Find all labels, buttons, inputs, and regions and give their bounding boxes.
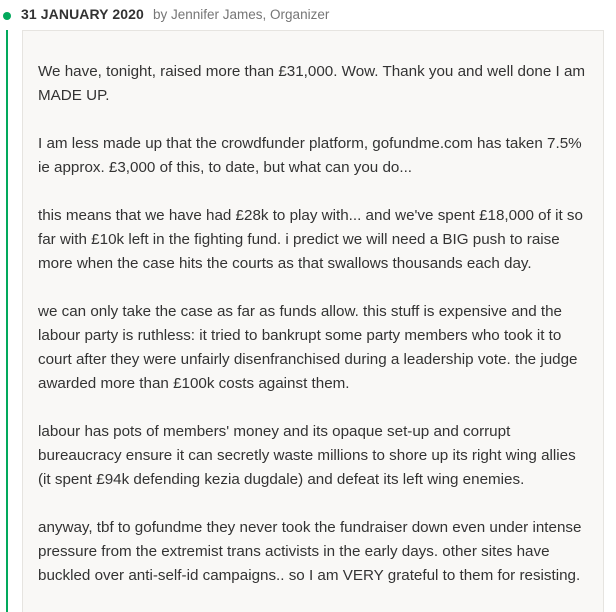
update-paragraph: anyway, tbf to gofundme they never took the fundraiser down even under intense pressure from the extremist trans activists in the early days. other sites have buckled over anti-self-id campaigns.. so I am VERY grateful to them for resisting. <box>38 519 582 584</box>
timeline-dot-icon <box>3 12 11 20</box>
update-paragraph: I am less made up that the crowdfunder platform, gofundme.com has taken 7.5% ie approx. £3,000 of this, to date, but what can you do... <box>38 135 582 176</box>
timeline-line <box>6 30 8 612</box>
update-paragraph: We have, tonight, raised more than £31,000. Wow. Thank you and well done I am MADE UP. <box>38 63 586 104</box>
update-paragraph: labour has pots of members' money and its opaque set-up and corrupt bureaucracy ensure it can secretly waste millions to shore up its right wing allies (it spent £94k defending kezia dugdale) and defeat its left wing enemies. <box>38 423 576 488</box>
update-paragraph: this means that we have had £28k to play with... and we've spent £18,000 of it so far with £10k left in the fighting fund. i predict we will need a BIG push to raise more when the case hits the courts as that swallows thousands each day. <box>38 207 583 272</box>
update-paragraph: we can only take the case as far as funds allow. this stuff is expensive and the labour party is ruthless: it tried to bankrupt some party members who took it to court after they were unfairly disenfranchised during a leadership vote. the judge awarded more than £100k costs against them. <box>38 303 578 392</box>
update-body <box>38 60 590 612</box>
update-date: 31 JANUARY 2020 <box>21 6 144 22</box>
update-byline: by Jennifer James, Organizer <box>153 7 330 22</box>
update-header <box>0 0 616 30</box>
